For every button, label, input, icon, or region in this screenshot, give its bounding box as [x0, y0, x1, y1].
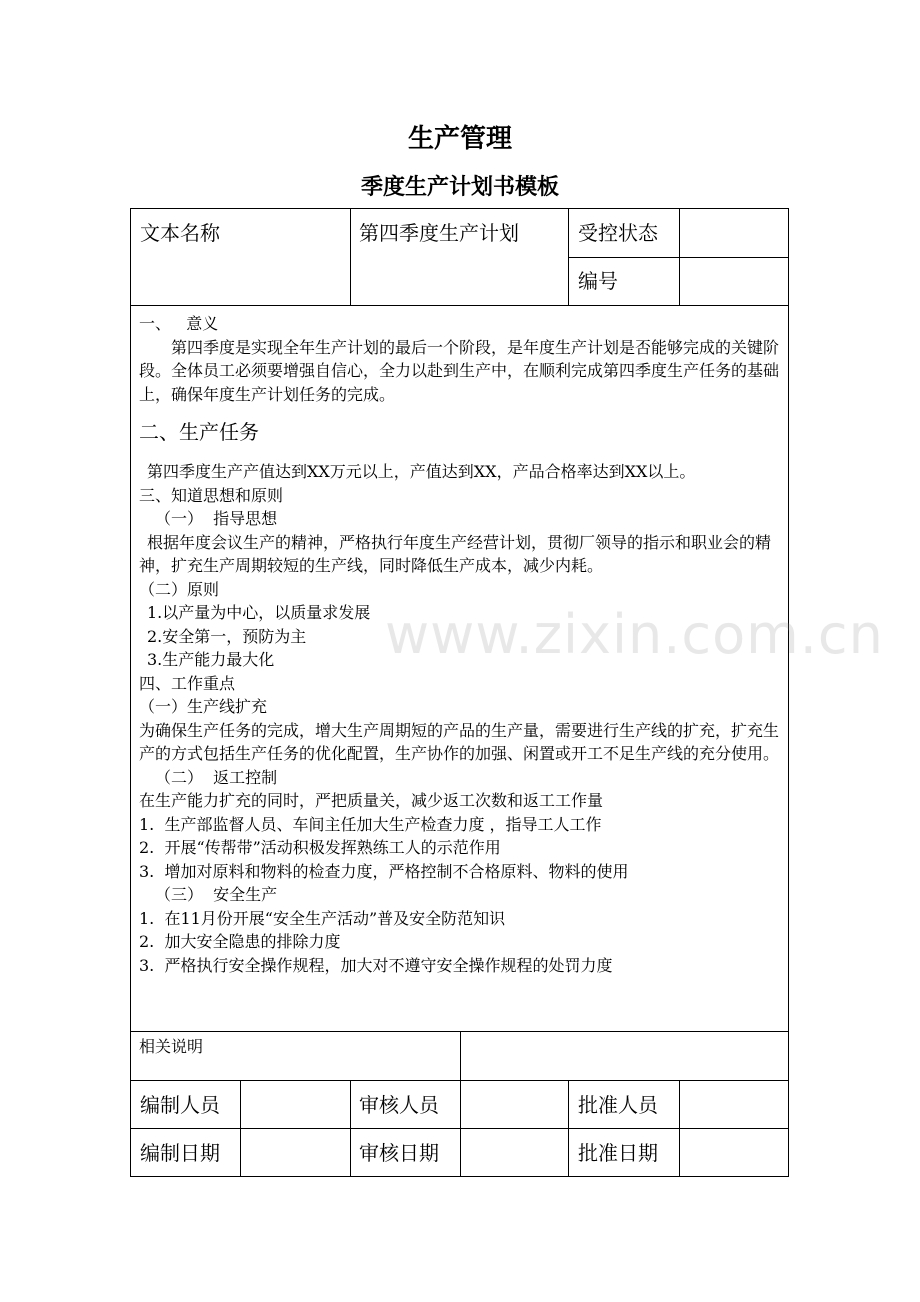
paragraph: 根据年度会议生产的精神，严格执行年度生产经营计划，贯彻厂领导的指示和职业会的精神，扩充生产周期较短的生产线，同时降低生产成本，减少内耗。	[139, 532, 772, 575]
list-item: 2.安全第一，预防为主	[147, 626, 307, 646]
subsection-heading: （一） 指导思想	[155, 509, 278, 528]
list-item: 3. 增加对原料和物料的检查力度，严格控制不合格原料、物料的使用	[139, 861, 629, 881]
subsection-heading: （三） 安全生产	[155, 885, 278, 904]
header-divider	[350, 209, 351, 305]
list-item: 2. 开展“传帮带”活动积极发挥熟练工人的示范作用	[139, 838, 501, 857]
paragraph: 在生产能力扩充的同时，严把质量关，减少返工次数和返工工作量	[139, 791, 604, 810]
footer-divider	[350, 1080, 351, 1177]
control-status-label: 受控状态	[578, 221, 658, 245]
approved-date-label: 批准日期	[578, 1141, 658, 1165]
number-label: 编号	[578, 269, 618, 293]
watermark: www.zixin.com.cn	[385, 603, 884, 666]
subsection-heading: （二）原则	[139, 579, 220, 599]
footer-divider	[679, 1080, 680, 1177]
related-notes-label: 相关说明	[139, 1037, 204, 1056]
prepared-date-label: 编制日期	[140, 1141, 220, 1165]
list-item: 3.生产能力最大化	[147, 650, 275, 669]
list-item: 1. 生产部监督人员、车间主任加大生产检查力度 ，指导工人工作	[139, 814, 602, 834]
subsection-heading: （一）生产线扩充	[139, 697, 268, 716]
list-item: 1.以产量为中心，以质量求发展	[147, 603, 371, 622]
paragraph: 第四季度是实现全年生产计划的最后一个阶段，是年度生产计划是否能够完成的关键阶段。全体员工必须要增强自信心，全力以赴到生产中，在顺利完成第四季度生产任务的基础上，确保年度生产计划任务的完成。	[139, 337, 780, 404]
footer-divider	[568, 1080, 569, 1177]
footer-divider	[460, 1031, 461, 1080]
section-heading: 二、生产任务	[139, 420, 259, 444]
prepared-by-label: 编制人员	[140, 1093, 220, 1117]
section-heading: 一、 意义	[139, 314, 219, 333]
approved-by-label: 批准人员	[578, 1093, 658, 1117]
footer-divider	[240, 1080, 241, 1177]
footer-divider	[460, 1080, 461, 1177]
plan-table	[130, 208, 789, 1177]
reviewed-date-label: 审核日期	[359, 1141, 439, 1165]
subsection-heading: （二） 返工控制	[155, 767, 278, 787]
paragraph: 为确保生产任务的完成，增大生产周期短的产品的生产量，需要进行生产线的扩充，扩充生产的方式包括生产任务的优化配置，生产协作的加强、闲置或开工不足生产线的充分使用。	[139, 720, 780, 763]
text-name-label: 文本名称	[140, 221, 220, 245]
section-heading: 三、知道思想和原则	[139, 485, 284, 505]
list-item: 3. 严格执行安全操作规程，加大对不遵守安全操作规程的处罚力度	[139, 955, 613, 975]
header-divider	[568, 257, 789, 258]
list-item: 1. 在11月份开展“安全生产活动”普及安全防范知识	[139, 908, 506, 928]
header-divider	[131, 305, 789, 306]
list-item: 2. 加大安全隐患的排除力度	[139, 932, 341, 951]
paragraph: 第四季度生产产值达到XX万元以上，产值达到XX，产品合格率达到XX以上。	[147, 462, 696, 481]
document-title: 生产管理	[407, 124, 512, 154]
section-heading: 四、工作重点	[139, 673, 236, 693]
reviewed-by-label: 审核人员	[359, 1093, 439, 1117]
text-name-value: 第四季度生产计划	[359, 221, 519, 245]
document-subtitle: 季度生产计划书模板	[360, 174, 559, 200]
